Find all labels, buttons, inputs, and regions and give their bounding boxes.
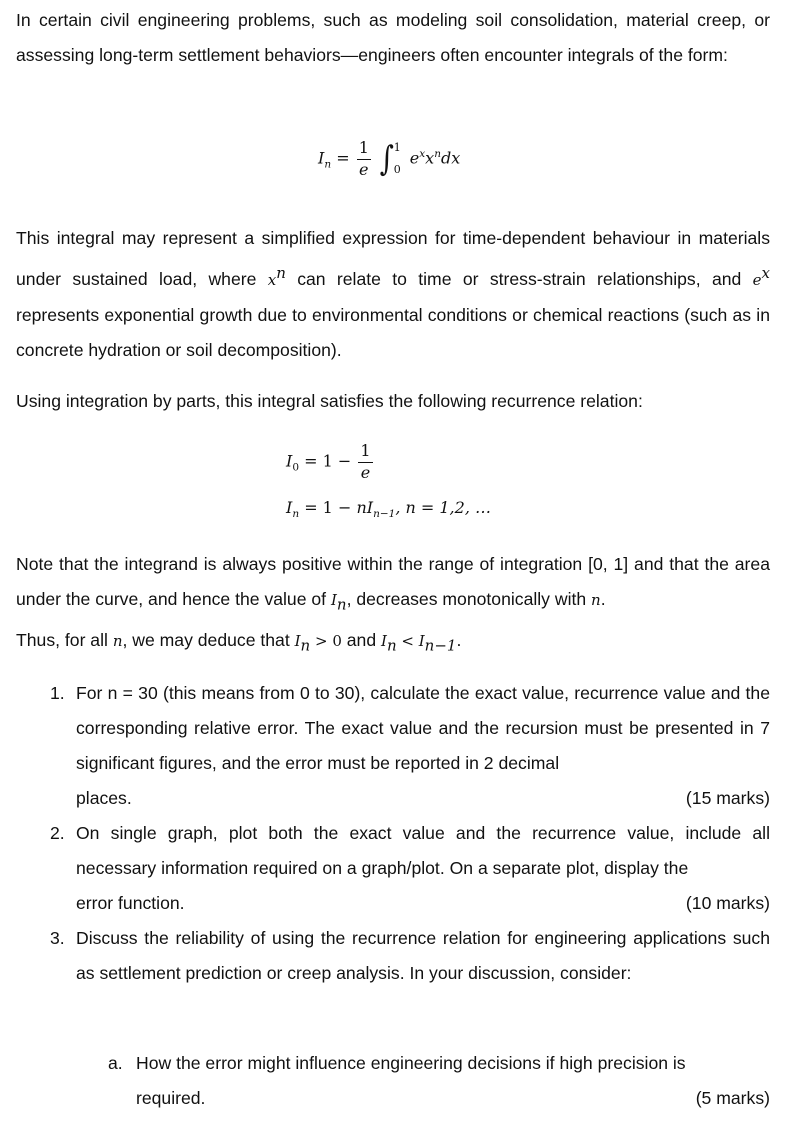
para2-text-b: can relate to time or stress-strain relationships, and: [285, 268, 753, 289]
question-marker-3: 3.: [50, 928, 65, 948]
integral-equals: =: [336, 148, 350, 168]
question-list: [16, 676, 770, 991]
recurrence-in: I: [286, 498, 293, 517]
sub-question-item-a: [16, 1046, 770, 1116]
para2-math-e-sup: x: [761, 264, 771, 282]
para2-text-c: represents exponential growth due to environmental conditions or chemical reactions (such as in concrete hydration or soil decomposition).: [16, 304, 770, 360]
integral-fraction: [357, 138, 371, 180]
integral-limits: [394, 141, 401, 177]
sub-question-marker-a: a.: [108, 1053, 123, 1073]
integrand-x: x: [425, 148, 435, 168]
integral-frac-num: 1: [357, 138, 371, 160]
para4-math-in2: I: [294, 631, 301, 650]
question-2-last-line: [76, 886, 770, 921]
para4-math-lt: < I: [396, 631, 425, 650]
para4-text-c: .: [600, 589, 606, 609]
integral-frac-den: e: [359, 160, 369, 179]
integrand-dx: dx: [440, 148, 461, 168]
sub-question-list: [16, 1046, 770, 1116]
question-text-2: On single graph, plot both the exact value and the recurrence value, include all necessary information required on a graph/plot. On a separate plot, display the: [76, 823, 770, 878]
recurrence-in-sub: n: [292, 508, 300, 521]
question-2-last-text: error function.: [76, 893, 185, 913]
question-text-3: Discuss the reliability of using the recurrence relation for engineering applications such as settlement prediction or creep analysis. In your discussion, consider:: [76, 928, 770, 983]
description-paragraph: [16, 221, 770, 368]
recurrence-l2-rhs-b: , n = 1,2, …: [395, 498, 491, 517]
recurrence-fraction: [358, 441, 372, 483]
para4-math-in3-sub: n: [386, 636, 397, 655]
para2-math-x-sup: n: [276, 264, 286, 282]
para4-text-e: , we may deduce that: [122, 629, 295, 650]
para4-math-n: n: [591, 591, 601, 609]
integrand-e: e: [409, 148, 420, 168]
question-marker-2: 2.: [50, 823, 65, 843]
para4-text-d: Thus, for all: [16, 629, 113, 650]
monotonic-note-paragraph: [16, 547, 770, 663]
para2-math-x: x: [267, 270, 277, 289]
integrand-e-sup: x: [419, 148, 426, 161]
integral-equation: [318, 138, 460, 180]
question-1-last-text: places.: [76, 788, 132, 808]
recurrence-line-1: [286, 441, 375, 483]
sub-question-a-last-text: required.: [136, 1088, 206, 1108]
para4-math-in-sub: n: [336, 595, 347, 614]
sub-question-a-marks: (5 marks): [695, 1088, 770, 1108]
question-1-marks: (15 marks): [685, 788, 770, 808]
para2-math-e: e: [752, 270, 762, 289]
question-item-1: [16, 676, 770, 816]
para4-text-f: and: [341, 629, 382, 650]
question-item-2: [16, 816, 770, 921]
question-item-3: [16, 921, 770, 991]
intro-paragraph: In certain civil engineering problems, such as modeling soil consolidation, material creep, or assessing long-term settlement behaviors—engineers often encounter integrals of the form:: [16, 10, 770, 65]
integral-lhs-sub: n: [324, 158, 332, 171]
sub-question-a-last-line: [136, 1081, 770, 1116]
recurrence-i0: I: [286, 451, 293, 471]
para4-math-in2-sub: n: [300, 636, 311, 655]
para4-text-a: Note that the integrand is always positive within the range of integration [0, 1] and that the area under the curve, and hence the value of: [16, 554, 770, 609]
question-text-1: For n = 30 (this means from 0 to 30), calculate the exact value, recurrence value and the corresponding relative error. The exact value and the recursion must be presented in 7 significant figures, and the error must be reported in 2 decimal: [76, 683, 770, 773]
integral-lhs: I: [318, 148, 325, 168]
sub-question-text-a: How the error might influence engineering decisions if high precision is: [136, 1053, 686, 1073]
recurrence-i0-sub: 0: [292, 461, 300, 474]
recurrence-nI: nI: [356, 498, 374, 517]
recurrence-line-2: [286, 498, 491, 520]
para4-math-n2: n: [112, 631, 123, 650]
integral-upper-limit: 1: [393, 141, 401, 154]
para4-text-b: , decreases monotonically with: [346, 589, 592, 609]
recurrence-frac-den: e: [360, 463, 371, 482]
question-marker-1: 1.: [50, 683, 65, 703]
para4-text-g: .: [456, 629, 462, 650]
question-1-last-line: [76, 781, 770, 816]
para2-text-a: This integral may represent a simplified expression for time-dependent behaviour in materials under sustained load, where: [16, 228, 770, 289]
para4-math-lt-sub: n−1: [424, 636, 457, 655]
recurrence-frac-num: 1: [358, 441, 372, 463]
para4-math-gt0: > 0: [310, 631, 342, 650]
recurrence-nI-sub: n−1: [373, 508, 396, 521]
integral-lower-limit: 0: [393, 163, 401, 176]
question-2-marks: (10 marks): [685, 893, 770, 913]
para4-math-in: I: [330, 591, 337, 609]
integrand-x-sup: n: [434, 148, 441, 161]
recurrence-intro-paragraph: Using integration by parts, this integral satisfies the following recurrence relation:: [16, 391, 643, 411]
para4-math-in3: I: [381, 631, 387, 650]
recurrence-l2-rhs-a: = 1 −: [304, 498, 357, 517]
integral-sign-icon: ∫: [379, 139, 394, 179]
recurrence-l1-rhs: = 1 −: [304, 451, 352, 471]
